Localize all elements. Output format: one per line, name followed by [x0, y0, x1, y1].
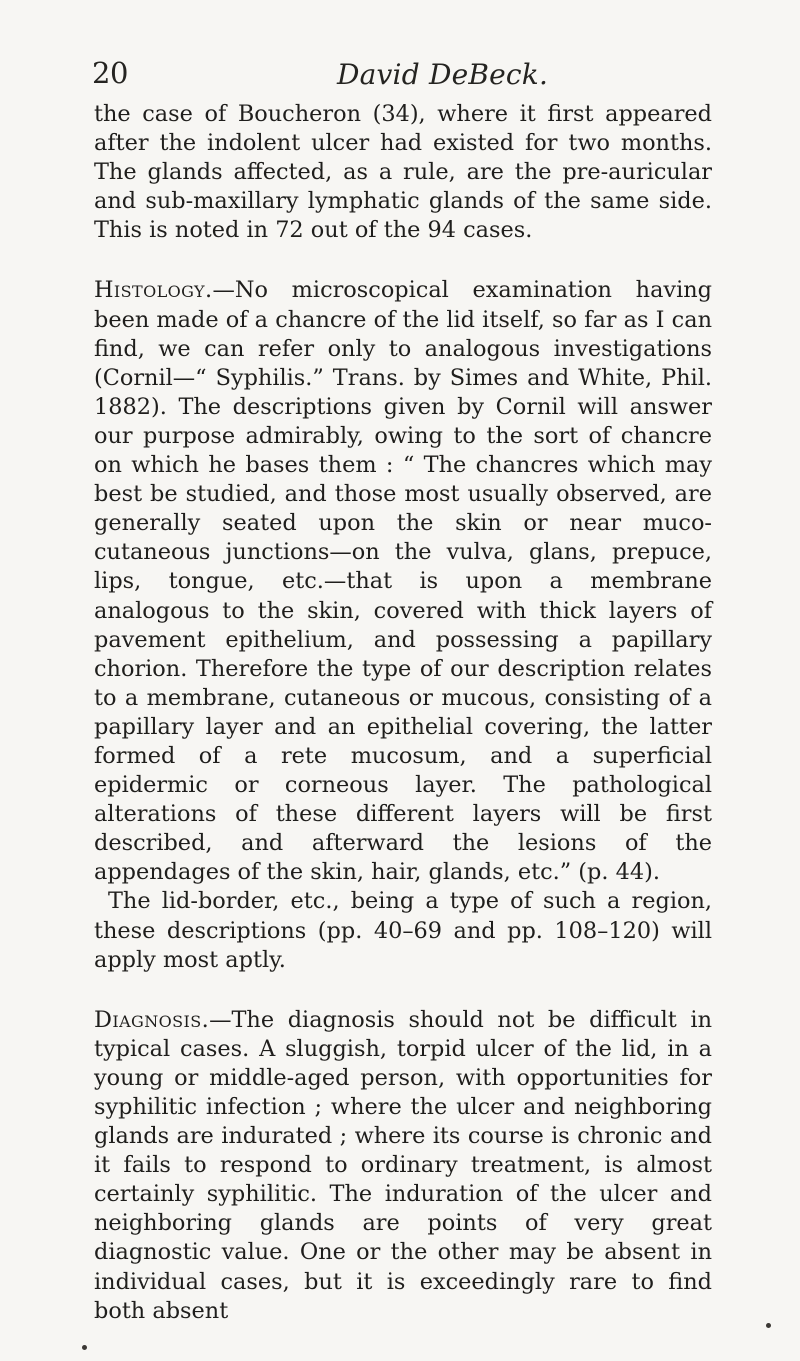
histology-heading: Histology.: [94, 277, 213, 304]
body-text: [94, 100, 712, 1326]
diagnosis-text: —The diagnosis should not be difficult in typical cases. A sluggish, torpid ulcer of the lid, in a young or middle-aged person, with opportunities for syphilitic infection ; where the ulcer and neighboring glands are indurated ; where its course is chronic and it fails to respond to ordinary treatment, is almost certainly syphilitic. The induration of the ulcer and neighboring glands are points of very great diagnostic value. One or the other may be absent in individual cases, but it is exceedingly rare to find both absent: [94, 1006, 712, 1324]
histology-text: —No microscopical examination having been made of a chancre of the lid itself, so far as I can find, we can refer only to analogous investigations (Cornil—“ Syphilis.” Trans. by Simes and White, Phil. 1882). The descriptions given by Cornil will answer our purpose admirably, owing to the sort of chancre on which he bases them : “ The chancres which may best be studied, and those most usually observed, are generally seated upon the skin or near muco-cutaneous junctions—on the vulva, glans, prepuce, lips, tongue, etc.—that is upon a membrane analogous to the skin, covered with thick layers of pavement epithelium, and possessing a papillary chorion. Therefore the type of our description relates to a membrane, cutaneous or mucous, consisting of a papillary layer and an epithelial covering, the latter formed of a rete mucosum, and a superficial epidermic or corneous layer. The pathological alterations of these different layers will be first described, and afterward the lesions of the appendages of the skin, hair, glands, etc.” (p. 44).: [94, 277, 712, 886]
histology-paragraph: [94, 276, 712, 887]
intro-text: the case of Boucheron (34), where it first appeared after the indolent ulcer had existed for two months. The glands affected, as a rule, are the pre-auricular and sub-maxillary lymphatic glands of the same side. This is noted in 72 out of the 94 cases.: [94, 101, 712, 244]
diagnosis-paragraph: [94, 1006, 712, 1326]
lid-border-text: The lid-border, etc., being a type of such a region, these descriptions (pp. 40–69 and pp. 108–120) will apply most aptly.: [94, 888, 712, 973]
lid-border-paragraph: [94, 887, 712, 974]
intro-paragraph: [94, 100, 712, 245]
page-number: 20: [92, 56, 128, 90]
print-speck-left: [82, 1345, 87, 1350]
diagnosis-heading: Diagnosis.: [94, 1006, 210, 1033]
print-speck-right: [766, 1323, 771, 1328]
page-header: [92, 48, 712, 98]
running-head: David DeBeck.: [337, 58, 549, 91]
